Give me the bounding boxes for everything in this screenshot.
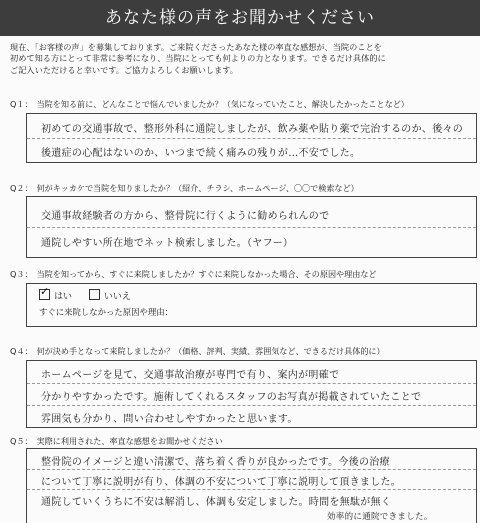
answer-line: 初めての交通事故で、整形外科に通院しましたが、飲み薬や貼り薬で完治するのか、後々の bbox=[41, 124, 464, 135]
answer-line: 分かりやすかったです。施術してくれるスタッフのお写真が掲載されていたことで bbox=[41, 392, 422, 403]
question-text: 当院を知る前に、どんなことで悩んでいましたか？（気になっていたこと、解決したかったことなど） bbox=[36, 99, 409, 109]
answer-line: 後遺症の心配はないのか、いつまで続く痛みの残りが…不安でした。 bbox=[41, 148, 361, 159]
answer-line: 整骨院のイメージと違い清潔で、落ち着く香りが良かったです。今後の治療 bbox=[41, 457, 390, 468]
question-number: Q５： bbox=[10, 436, 33, 446]
question-1 bbox=[10, 97, 472, 111]
intro-line: 現在、「お客様の声」を募集しております。ご来院くださったあなた様の率直な感想が、当院のことを bbox=[10, 42, 382, 52]
intro-line: 初めて知る方にとって非常に参考になり、当院にとっても何よりの力となります。できるだけ具体的に bbox=[10, 53, 386, 64]
question-number: Q２： bbox=[10, 183, 33, 193]
page-title: あなた様の声をお聞かせください bbox=[0, 0, 480, 36]
visit-choice bbox=[39, 289, 135, 302]
intro-line: ご記入いただけると幸いです。ご協力よろしくお願いします。 bbox=[10, 64, 238, 75]
no-label: いいえ bbox=[103, 292, 131, 302]
question-text: 実際に利用された、率直な感想をお聞かせください bbox=[36, 436, 223, 446]
answer-box-5 bbox=[26, 448, 477, 523]
question-5 bbox=[10, 434, 472, 448]
question-4 bbox=[10, 344, 472, 358]
answer-line: 効率的に通院できました。 bbox=[327, 512, 433, 522]
question-2 bbox=[10, 181, 472, 195]
answer-box-3 bbox=[26, 283, 477, 327]
reason-label: すぐに来院しなかった原因や理由： bbox=[39, 307, 173, 317]
question-number: Q１： bbox=[10, 99, 33, 109]
answer-line: 交通事故経験者の方から、整骨院に行くように勧められんので bbox=[41, 211, 330, 222]
no-checkbox[interactable] bbox=[89, 289, 100, 300]
answer-line: 雰囲気も分かり、問い合わせしやすかったと思います。 bbox=[41, 414, 298, 425]
answer-box-1 bbox=[26, 113, 477, 163]
answer-line: ホームページを見て、交通事故治療が専門で有り、案内が明確で bbox=[41, 370, 340, 381]
intro-text bbox=[10, 42, 472, 76]
answer-box-2 bbox=[26, 196, 477, 258]
answer-box-4 bbox=[26, 360, 477, 428]
question-text: 当院を知ってから、すぐに来院しましたか？すぐに来院しなかった場合、その原因や理由など bbox=[36, 269, 377, 279]
question-text: 何が決め手となって来院しましたか？（価格、評判、実績、雰囲気など、できるだけ具体的に） bbox=[36, 346, 385, 356]
yes-label: はい bbox=[54, 292, 73, 302]
question-text: 何がキッカケで当院を知りましたか？（紹介、チラシ、ホームページ、〇〇で検索など） bbox=[36, 183, 359, 193]
answer-line: 通院しやすい所在地でネット検索しました。（ヤフー） bbox=[41, 238, 294, 249]
yes-checkbox[interactable] bbox=[39, 289, 50, 300]
question-3 bbox=[10, 267, 472, 281]
question-number: Q４： bbox=[10, 346, 33, 356]
answer-line: 通院していくうちに不安は解消し、体調も安定しました。時間を無駄が無く bbox=[41, 497, 392, 508]
answer-line: について丁寧に説明が有り、体調の不安について丁寧に説明して頂きました。 bbox=[41, 477, 402, 488]
question-number: Q３： bbox=[10, 269, 33, 279]
